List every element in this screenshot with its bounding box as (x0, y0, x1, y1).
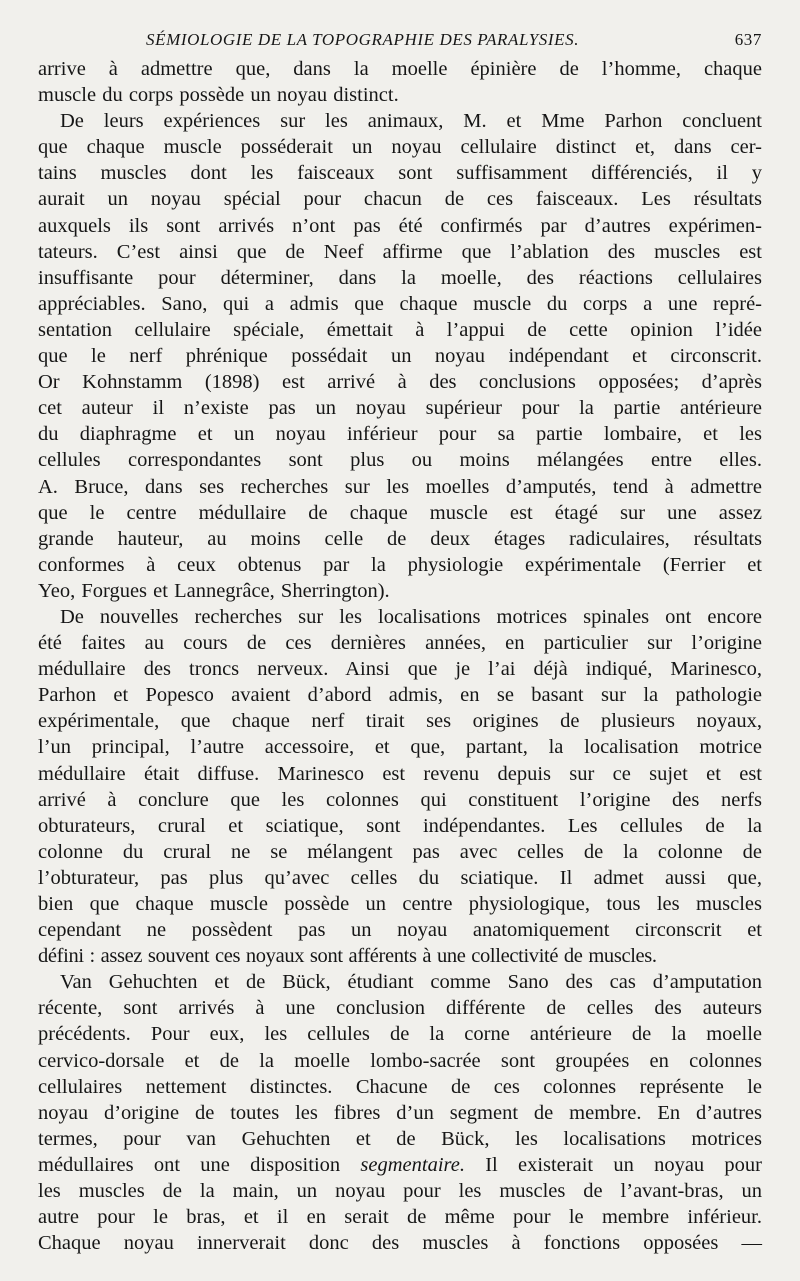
text-line: cellulaires nettement distinctes. Chacune de ces colonnes représente le (38, 1075, 762, 1098)
text-span: médullaires ont une disposition (38, 1153, 341, 1176)
text-line: conformes à ceux obtenus par la physiologie expérimentale (Ferrier et (38, 553, 762, 576)
text-line: Van Gehuchten et de Bück, étudiant comme Sano des cas d’amputation (60, 971, 762, 994)
text-line: obturateurs, crural et sciatique, sont indépendantes. Les cellules de la (38, 814, 762, 837)
page-number: 637 (734, 30, 762, 49)
text-line: appréciables. Sano, qui a admis que chaque muscle du corps a une repré- (38, 292, 762, 315)
text-line: cervico-dorsale et de la moelle lombo-sacrée sont groupées en colonnes (38, 1049, 762, 1072)
text-line: les muscles de la main, un noyau pour les muscles de l’avant-bras, un (38, 1180, 762, 1203)
text-line: cellules correspondantes sont plus ou moins mélangées entre elles. (38, 449, 762, 472)
text-line: tateurs. C’est ainsi que de Neef affirme que l’ablation des muscles est (38, 240, 762, 263)
body-text (38, 56, 762, 1256)
text-line: médullaire des troncs nerveux. Ainsi que je l’ai déjà indiqué, Marinesco, (38, 658, 762, 681)
text-line: défini : assez souvent ces noyaux sont afférents à une collectivité de muscles. (38, 945, 657, 968)
text-span: Il existerait un noyau pour (485, 1153, 762, 1176)
text-line (38, 1152, 762, 1178)
text-line: du diaphragme et un noyau inférieur pour sa partie lombaire, et les (38, 423, 762, 446)
text-line: l’un principal, l’autre accessoire, et que, partant, la localisation motrice (38, 736, 762, 759)
text-line: aurait un noyau spécial pour chacun de ces faisceaux. Les résultats (38, 188, 762, 211)
text-line: que chaque muscle posséderait un noyau cellulaire distinct et, dans cer- (38, 136, 762, 159)
text-line: arrive à admettre que, dans la moelle épinière de l’homme, chaque (38, 58, 762, 80)
text-line: De nouvelles recherches sur les localisations motrices spinales ont encore (60, 605, 762, 628)
text-line: sentation cellulaire spéciale, émettait à l’appui de cette opinion l’idée (38, 318, 762, 341)
text-line: insuffisante pour déterminer, dans la moelle, des réactions cellulaires (38, 266, 762, 289)
text-line: De leurs expériences sur les animaux, M. et Mme Parhon concluent (60, 110, 762, 133)
italic-term: segmentaire. (360, 1153, 465, 1176)
text-line: tains muscles dont les faisceaux sont suffisamment différenciés, il y (38, 162, 762, 185)
text-line: grande hauteur, au moins celle de deux étages radiculaires, résultats (38, 527, 762, 550)
text-line: été faites au cours de ces dernières années, en particulier sur l’origine (38, 632, 762, 655)
text-line: Yeo, Forgues et Lannegrâce, Sherrington). (38, 579, 390, 602)
text-line: l’obturateur, pas plus qu’avec celles du sciatique. Il admet aussi que, (38, 866, 762, 889)
text-line: auxquels ils sont arrivés n’ont pas été confirmés par d’autres expérimen- (38, 214, 762, 237)
text-line: colonne du crural ne se mélangent pas avec celles de la colonne de (38, 840, 762, 863)
text-line: noyau d’origine de toutes les fibres d’un segment de membre. En d’autres (38, 1101, 762, 1124)
text-line: autre pour le bras, et il en serait de même pour le membre inférieur. (38, 1206, 762, 1229)
text-line: muscle du corps possède un noyau distinct. (38, 84, 399, 107)
text-line: cet auteur il n’existe pas un noyau supérieur pour la partie antérieure (38, 397, 762, 420)
text-line: médullaire était diffuse. Marinesco est revenu depuis sur ce sujet et est (38, 762, 762, 785)
text-line: Or Kohnstamm (1898) est arrivé à des conclusions opposées; d’après (38, 371, 762, 394)
text-line: récente, sont arrivés à une conclusion différente de celles des auteurs (38, 997, 762, 1020)
text-line: A. Bruce, dans ses recherches sur les moelles d’amputés, tend à admettre (38, 475, 762, 498)
text-line: précédents. Pour eux, les cellules de la corne antérieure de la moelle (38, 1023, 762, 1046)
text-line: que le centre médullaire de chaque muscle est étagé sur une assez (38, 501, 762, 524)
text-line: termes, pour van Gehuchten et de Bück, les localisations motrices (38, 1127, 762, 1150)
text-line: expérimentale, que chaque nerf tirait ses origines de plusieurs noyaux, (38, 710, 762, 733)
running-header (38, 26, 762, 56)
text-line: Parhon et Popesco avaient d’abord admis, en se basant sur la pathologie (38, 684, 762, 707)
text-line: bien que chaque muscle possède un centre physiologique, tous les muscles (38, 893, 762, 915)
running-title: SÉMIOLOGIE DE LA TOPOGRAPHIE DES PARALYSIES. (146, 30, 580, 49)
text-line: cependant ne possèdent pas un noyau anatomiquement circonscrit et (38, 919, 762, 942)
text-line: Chaque noyau innerverait donc des muscles à fonctions opposées — (38, 1232, 762, 1255)
page (38, 26, 762, 1256)
text-line: que le nerf phrénique possédait un noyau indépendant et circonscrit. (38, 345, 762, 368)
text-line: arrivé à conclure que les colonnes qui constituent l’origine des nerfs (38, 788, 762, 811)
